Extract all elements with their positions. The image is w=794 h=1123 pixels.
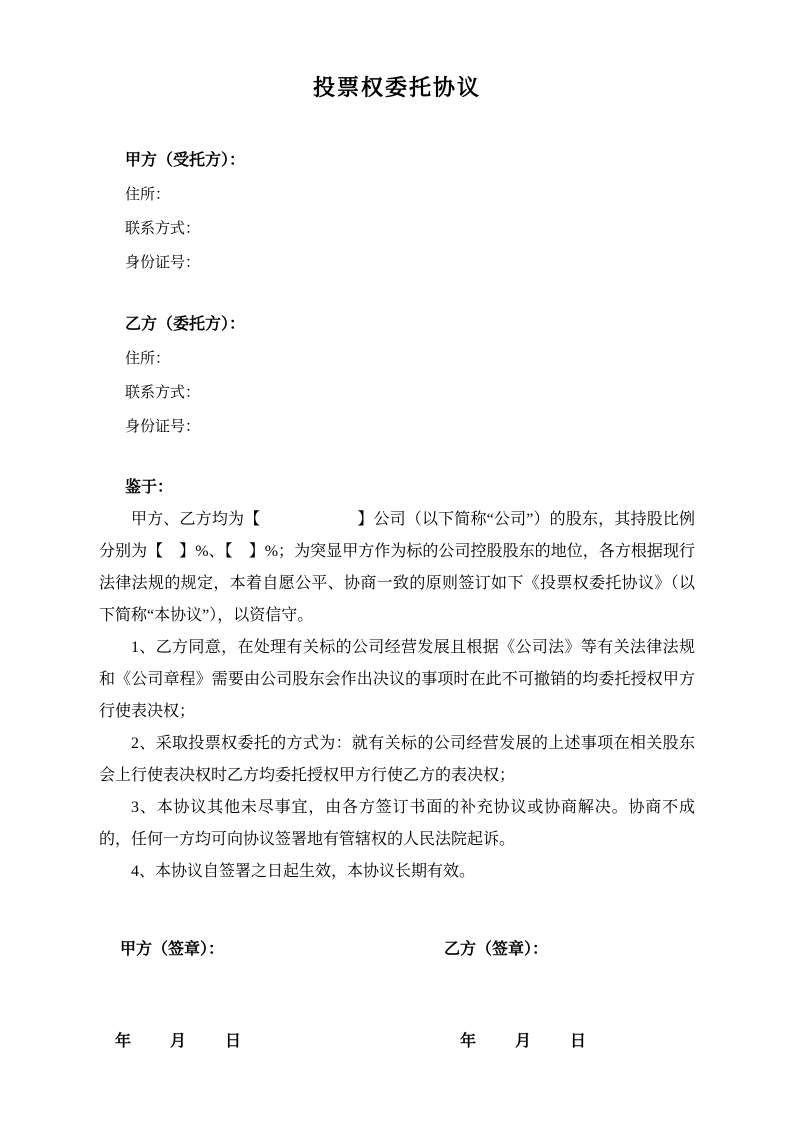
paragraph-clause-3: 3、本协议其他未尽事宜，由各方签订书面的补充协议或协商解决。协商不成的，任何一方均可向协议签署地有管辖权的人民法院起诉。 <box>99 799 695 848</box>
paragraph-clause-1: 1、乙方同意，在处理有关标的公司经营发展且根据《公司法》等有关法律法规和《公司章程》需要由公司股东会作出决议的事项时在此不可撤销的均委托授权甲方行使表决权； <box>99 639 695 720</box>
party-b-id-label: 身份证号： <box>125 419 201 435</box>
party-a-heading: 甲方（受托方）： <box>125 152 246 169</box>
party-a-section <box>99 144 695 280</box>
party-b-heading: 乙方（委托方）： <box>125 316 246 333</box>
document-title: 投票权委托协议 <box>312 75 481 100</box>
year-label: 年 <box>460 1033 477 1050</box>
date-line-party-a <box>99 1032 460 1052</box>
day-label: 日 <box>570 1033 587 1050</box>
month-label: 月 <box>515 1033 532 1050</box>
date-line-party-b <box>460 1032 586 1052</box>
party-b-address-label: 住所： <box>125 351 171 367</box>
agreement-body <box>99 504 695 888</box>
party-b-section <box>99 308 695 444</box>
signature-row <box>99 940 695 960</box>
paragraph-clause-2: 2、采取投票权委托的方式为：就有关标的公司经营发展的上述事项在相关股东会上行使表决权时乙方均委托授权甲方行使乙方的表决权； <box>99 735 695 784</box>
paragraph-clause-4: 4、本协议自签署之日起生效，本协议长期有效。 <box>131 863 476 880</box>
signature-party-b-label: 乙方（签章）： <box>444 941 549 958</box>
day-label: 日 <box>225 1033 242 1050</box>
party-a-address-label: 住所： <box>125 187 171 203</box>
party-b-contact-label: 联系方式： <box>125 385 201 401</box>
signature-party-a-label: 甲方（签章）： <box>120 941 225 958</box>
party-a-contact-label: 联系方式： <box>125 221 201 237</box>
whereas-heading: 鉴于： <box>125 479 174 496</box>
date-row <box>99 1032 695 1052</box>
year-label: 年 <box>115 1033 132 1050</box>
month-label: 月 <box>170 1033 187 1050</box>
paragraph-preamble: 甲方、乙方均为【 】公司（以下简称“公司”）的股东，其持股比例分别为【 】%、【 】%；为突显甲方作为标的公司控股股东的地位，各方根据现行法律法规的规定，本着自愿公平、协商一致的原则签订如下《投票权委托协议》（以下简称“本协议”），以资信守。 <box>99 511 695 624</box>
party-a-id-label: 身份证号： <box>125 255 201 271</box>
